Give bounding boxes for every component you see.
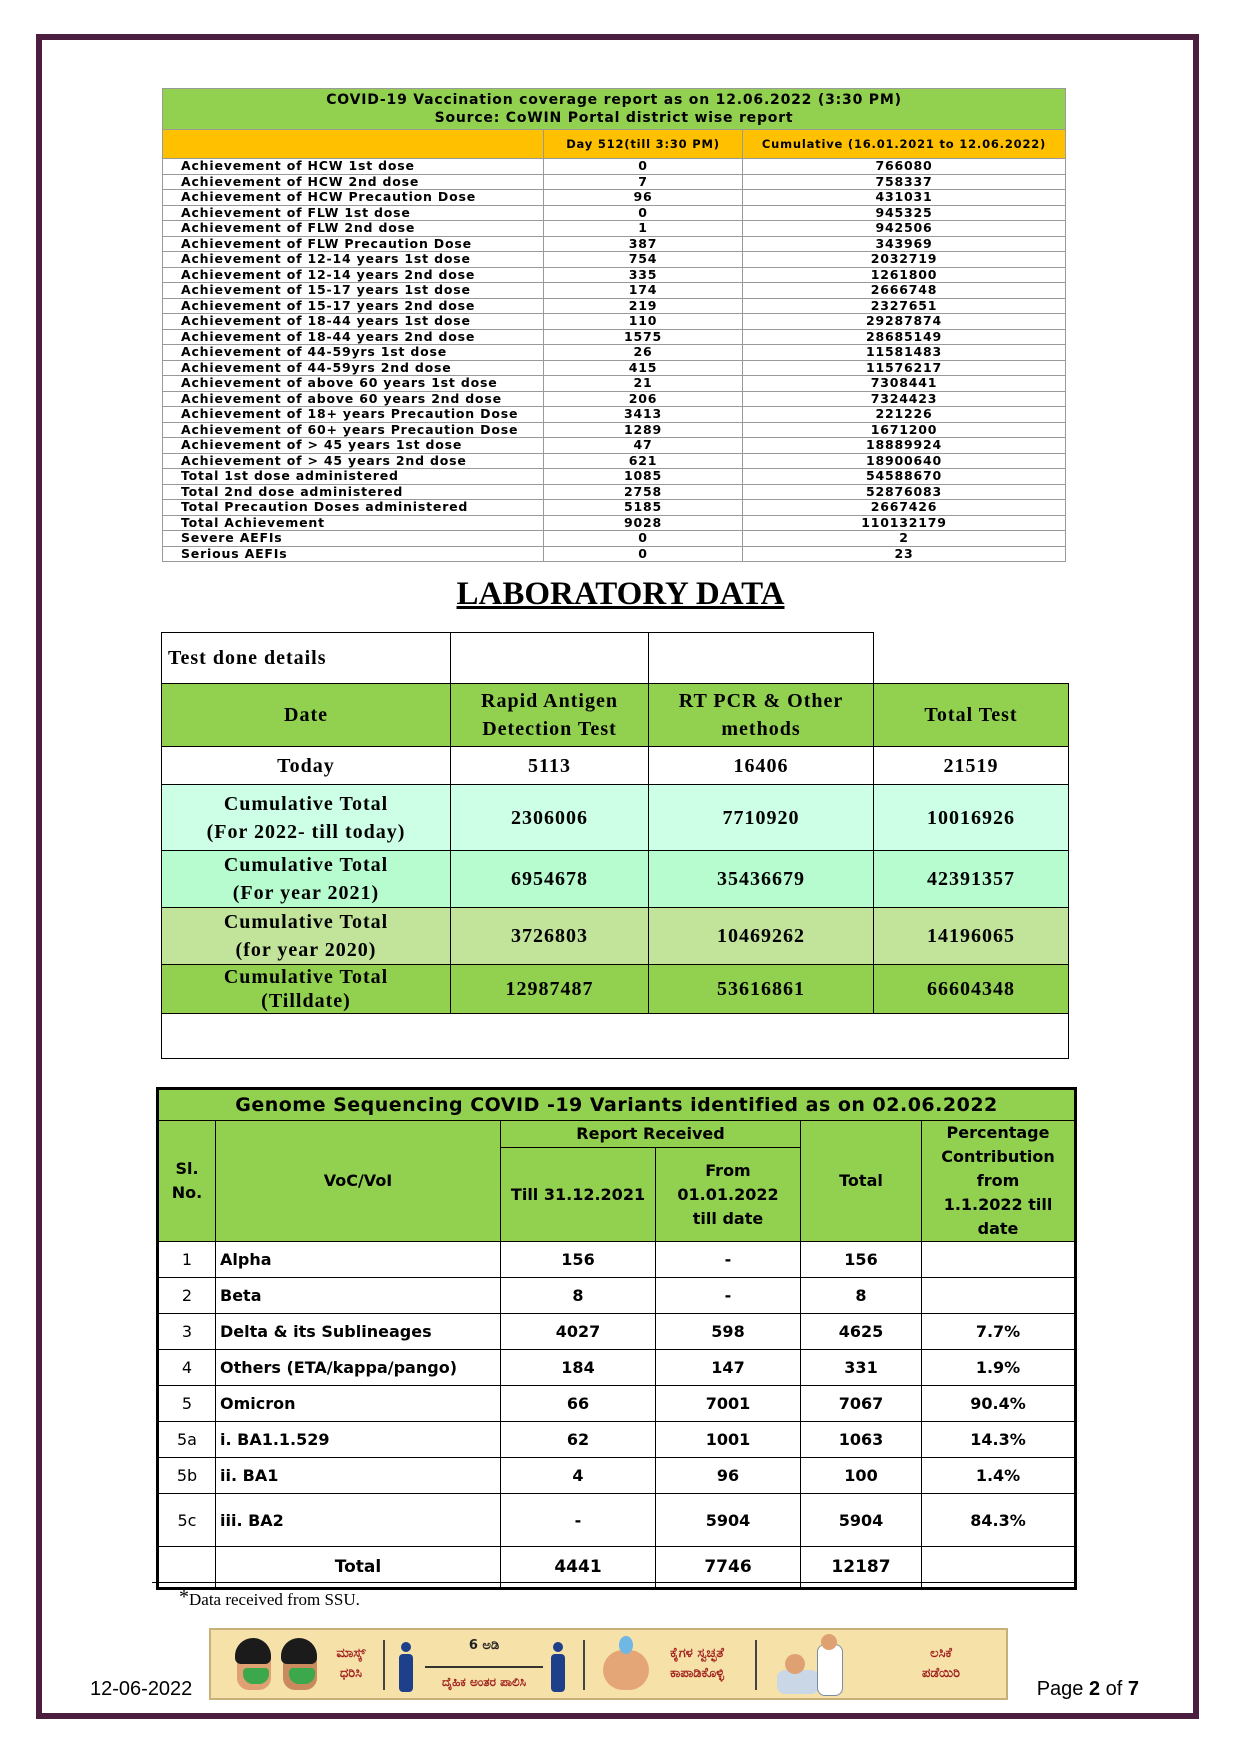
lab-col-rapid-line1: Rapid Antigen bbox=[481, 690, 618, 712]
water-drop-icon bbox=[619, 1636, 633, 1654]
genome-col-report-received: Report Received bbox=[501, 1121, 801, 1148]
laboratory-heading-text: LABORATORY DATA bbox=[456, 576, 785, 612]
genome-col-total: Total bbox=[801, 1121, 922, 1242]
vaccination-day-value: 621 bbox=[544, 453, 743, 469]
vaccination-row bbox=[163, 252, 1066, 268]
lab-rapid-value: 12987487 bbox=[451, 965, 649, 1014]
banner-distance-top: 6 ಅಡಿ bbox=[468, 1638, 500, 1653]
vaccination-cumulative-value: 766080 bbox=[743, 159, 1066, 175]
lab-row-label-line2: (for year 2020) bbox=[235, 939, 377, 961]
vaccination-day-value: 7 bbox=[544, 174, 743, 190]
data-source-note bbox=[179, 1586, 360, 1610]
vaccination-source-line: Source: CoWIN Portal district wise report bbox=[434, 110, 794, 126]
lab-empty-cell bbox=[874, 633, 1069, 684]
vaccination-row-label: Total Achievement bbox=[163, 515, 544, 531]
banner-separator bbox=[755, 1640, 757, 1690]
genome-row-percentage: 1.4% bbox=[922, 1458, 1076, 1494]
genome-total-total: 12187 bbox=[801, 1547, 922, 1589]
genome-row-total: 331 bbox=[801, 1350, 922, 1386]
genome-rows bbox=[158, 1242, 1076, 1547]
genome-row-till: 156 bbox=[501, 1242, 656, 1278]
vaccination-title bbox=[163, 89, 1066, 130]
genome-row-sl: 5b bbox=[158, 1458, 216, 1494]
vaccination-row bbox=[163, 190, 1066, 206]
vaccination-row bbox=[163, 221, 1066, 237]
lab-col-rtpcr bbox=[649, 684, 874, 747]
vaccination-cumulative-value: 29287874 bbox=[743, 314, 1066, 330]
lab-empty-row bbox=[162, 1014, 1069, 1059]
mask-icon bbox=[243, 1668, 269, 1684]
vaccination-row bbox=[163, 438, 1066, 454]
vaccination-row bbox=[163, 391, 1066, 407]
vaccination-row bbox=[163, 515, 1066, 531]
vaccination-cumulative-value: 758337 bbox=[743, 174, 1066, 190]
vaccination-row-label: Achievement of FLW 1st dose bbox=[163, 205, 544, 221]
lab-row-label-line2: (For 2022- till today) bbox=[206, 820, 406, 843]
lab-test-done-label: Test done details bbox=[162, 633, 451, 684]
vaccination-day-value: 0 bbox=[544, 531, 743, 547]
hair-icon bbox=[281, 1638, 317, 1664]
banner-separator bbox=[383, 1640, 385, 1690]
vaccination-row bbox=[163, 345, 1066, 361]
genome-row-percentage: 90.4% bbox=[922, 1386, 1076, 1422]
vaccination-row bbox=[163, 469, 1066, 485]
vaccination-row-label: Achievement of 12-14 years 2nd dose bbox=[163, 267, 544, 283]
genome-row-variant: Omicron bbox=[216, 1386, 501, 1422]
genome-col-percentage-line5: date bbox=[977, 1219, 1019, 1238]
vaccination-day-value: 0 bbox=[544, 205, 743, 221]
vaccination-day-value: 1085 bbox=[544, 469, 743, 485]
lab-total-value: 10016926 bbox=[874, 785, 1069, 851]
vaccination-header-row bbox=[163, 130, 1066, 159]
lab-row-label bbox=[162, 908, 451, 965]
lab-row-label bbox=[162, 965, 451, 1014]
genome-total-till: 4441 bbox=[501, 1547, 656, 1589]
mask-icon bbox=[289, 1668, 315, 1684]
lab-row-label bbox=[162, 851, 451, 908]
genome-row-sl: 5a bbox=[158, 1422, 216, 1458]
genome-row-from: - bbox=[656, 1278, 801, 1314]
genome-col-sl-line1: Sl. bbox=[175, 1159, 199, 1178]
genome-col-from-line1: From bbox=[705, 1160, 751, 1180]
vaccination-col-cumulative: Cumulative (16.01.2021 to 12.06.2022) bbox=[743, 130, 1066, 159]
genome-row-sl: 4 bbox=[158, 1350, 216, 1386]
vaccination-day-value: 96 bbox=[544, 190, 743, 206]
vaccination-day-value: 5185 bbox=[544, 500, 743, 516]
genome-row-sl: 1 bbox=[158, 1242, 216, 1278]
vaccination-row-label: Achievement of above 60 years 1st dose bbox=[163, 376, 544, 392]
vaccination-cumulative-value: 2666748 bbox=[743, 283, 1066, 299]
genome-row-percentage: 14.3% bbox=[922, 1422, 1076, 1458]
lab-col-total: Total Test bbox=[874, 684, 1069, 747]
banner-separator bbox=[583, 1640, 585, 1690]
lab-row-cumulative-2021 bbox=[162, 851, 1069, 908]
vaccination-row-label: Total Precaution Doses administered bbox=[163, 500, 544, 516]
genome-row-total: 1063 bbox=[801, 1422, 922, 1458]
lab-total-value: 14196065 bbox=[874, 908, 1069, 965]
footer-date: 12-06-2022 bbox=[90, 1678, 193, 1700]
genome-row-till: 62 bbox=[501, 1422, 656, 1458]
genome-row-total: 7067 bbox=[801, 1386, 922, 1422]
vaccination-day-value: 110 bbox=[544, 314, 743, 330]
lab-col-rapid-line2: Detection Test bbox=[482, 718, 617, 740]
genome-col-sl bbox=[158, 1121, 216, 1242]
lab-rapid-value: 6954678 bbox=[451, 851, 649, 908]
lab-row-label-line1: Cumulative Total bbox=[223, 911, 389, 933]
lab-rtpcr-value: 35436679 bbox=[649, 851, 874, 908]
vaccination-row-label: Achievement of FLW Precaution Dose bbox=[163, 236, 544, 252]
vaccination-day-value: 2758 bbox=[544, 484, 743, 500]
vaccination-row-label: Serious AEFIs bbox=[163, 546, 544, 562]
genome-row-variant: Others (ETA/kappa/pango) bbox=[216, 1350, 501, 1386]
vaccination-cumulative-value: 2 bbox=[743, 531, 1066, 547]
vaccination-row bbox=[163, 484, 1066, 500]
vaccination-cumulative-value: 52876083 bbox=[743, 484, 1066, 500]
genome-row bbox=[158, 1278, 1076, 1314]
vaccination-cumulative-value: 28685149 bbox=[743, 329, 1066, 345]
genome-row-sl: 5 bbox=[158, 1386, 216, 1422]
lab-row-label bbox=[162, 785, 451, 851]
vaccination-cumulative-value: 431031 bbox=[743, 190, 1066, 206]
vaccination-row bbox=[163, 298, 1066, 314]
vaccination-table bbox=[162, 88, 1066, 562]
vaccination-row-label: Achievement of HCW 1st dose bbox=[163, 159, 544, 175]
genome-row-till: 66 bbox=[501, 1386, 656, 1422]
banner-hands-text-line2: ಕಾಪಾಡಿಕೊಳ್ಳಿ bbox=[669, 1666, 725, 1681]
lab-empty-cell bbox=[162, 1014, 1069, 1059]
distance-arrow-icon bbox=[425, 1666, 543, 1668]
genome-row-from: 7001 bbox=[656, 1386, 801, 1422]
vaccination-header-blank bbox=[163, 130, 544, 159]
vaccination-rows bbox=[163, 159, 1066, 562]
lab-row-cumulative-2020 bbox=[162, 908, 1069, 965]
banner-vaccine-text-line2: ಪಡೆಯಿರಿ bbox=[922, 1666, 960, 1681]
genome-col-from-line3: till date bbox=[692, 1208, 764, 1228]
lab-row-label-line1: Cumulative Total bbox=[223, 966, 389, 988]
lab-row-cumulative-2022 bbox=[162, 785, 1069, 851]
genome-row-till: 184 bbox=[501, 1350, 656, 1386]
vaccination-row bbox=[163, 360, 1066, 376]
genome-row-total: 5904 bbox=[801, 1494, 922, 1547]
vaccination-row-label: Achievement of FLW 2nd dose bbox=[163, 221, 544, 237]
lab-total-value: 42391357 bbox=[874, 851, 1069, 908]
note-divider bbox=[152, 1582, 1077, 1583]
lab-rapid-value: 2306006 bbox=[451, 785, 649, 851]
lab-row-label-line2: (Tilldate) bbox=[261, 990, 351, 1012]
vaccination-day-value: 206 bbox=[544, 391, 743, 407]
vaccination-cumulative-value: 7324423 bbox=[743, 391, 1066, 407]
vaccination-day-value: 1575 bbox=[544, 329, 743, 345]
vaccination-title-line1: COVID-19 Vaccination coverage report as on 12.06.2022 (3:30 PM) bbox=[326, 92, 902, 108]
vaccination-row bbox=[163, 236, 1066, 252]
vaccination-row-label: Achievement of > 45 years 1st dose bbox=[163, 438, 544, 454]
person-icon bbox=[551, 1642, 565, 1692]
genome-row bbox=[158, 1314, 1076, 1350]
genome-col-percentage-line2: Contribution bbox=[941, 1147, 1055, 1166]
hair-icon bbox=[235, 1638, 271, 1664]
vaccination-cumulative-value: 18889924 bbox=[743, 438, 1066, 454]
lab-rtpcr-value: 16406 bbox=[649, 747, 874, 785]
banner-mask-text-line1: ಮಾಸ್ಕ್ bbox=[336, 1646, 366, 1661]
banner-mask-text bbox=[329, 1644, 373, 1684]
vaccination-illustration bbox=[767, 1630, 857, 1698]
genome-row bbox=[158, 1386, 1076, 1422]
genome-col-percentage bbox=[922, 1121, 1076, 1242]
genome-col-till: Till 31.12.2021 bbox=[501, 1148, 656, 1242]
genome-title-row bbox=[158, 1089, 1076, 1121]
lab-row-label-line2: (For year 2021) bbox=[232, 882, 380, 904]
vaccination-row-label: Severe AEFIs bbox=[163, 531, 544, 547]
genome-row bbox=[158, 1242, 1076, 1278]
vaccination-row bbox=[163, 314, 1066, 330]
vaccination-row-label: Achievement of 18-44 years 2nd dose bbox=[163, 329, 544, 345]
vaccination-row-label: Total 2nd dose administered bbox=[163, 484, 544, 500]
genome-row-till: - bbox=[501, 1494, 656, 1547]
vaccination-row bbox=[163, 531, 1066, 547]
genome-col-percentage-line3: from bbox=[976, 1171, 1020, 1190]
vaccination-cumulative-value: 7308441 bbox=[743, 376, 1066, 392]
vaccination-row-label: Achievement of > 45 years 2nd dose bbox=[163, 453, 544, 469]
vaccination-row-label: Achievement of 60+ years Precaution Dose bbox=[163, 422, 544, 438]
lab-header-row bbox=[162, 684, 1069, 747]
lab-test-done-row bbox=[162, 633, 1069, 684]
vaccination-row bbox=[163, 407, 1066, 423]
vaccination-day-value: 1 bbox=[544, 221, 743, 237]
lab-rtpcr-value: 7710920 bbox=[649, 785, 874, 851]
doctor-head-icon bbox=[821, 1634, 837, 1650]
vaccination-cumulative-value: 221226 bbox=[743, 407, 1066, 423]
vaccination-col-day: Day 512(till 3:30 PM) bbox=[544, 130, 743, 159]
lab-empty-cell bbox=[451, 633, 649, 684]
genome-col-percentage-line4: 1.1.2022 till bbox=[943, 1195, 1053, 1214]
vaccination-day-value: 335 bbox=[544, 267, 743, 283]
lab-row-label-line1: Cumulative Total bbox=[223, 792, 389, 815]
lab-total-value: 21519 bbox=[874, 747, 1069, 785]
lab-rapid-value: 3726803 bbox=[451, 908, 649, 965]
vaccination-cumulative-value: 2032719 bbox=[743, 252, 1066, 268]
page-label: Page bbox=[1036, 1678, 1089, 1700]
lab-row-cumulative-tilldate bbox=[162, 965, 1069, 1014]
genome-col-percentage-line1: Percentage bbox=[946, 1123, 1050, 1142]
vaccination-row bbox=[163, 422, 1066, 438]
genome-row bbox=[158, 1458, 1076, 1494]
vaccination-row bbox=[163, 267, 1066, 283]
vaccination-day-value: 387 bbox=[544, 236, 743, 252]
genome-row-total: 100 bbox=[801, 1458, 922, 1494]
vaccination-row bbox=[163, 376, 1066, 392]
genome-row bbox=[158, 1422, 1076, 1458]
genome-row-sl: 5c bbox=[158, 1494, 216, 1547]
vaccination-row bbox=[163, 205, 1066, 221]
vaccination-day-value: 1289 bbox=[544, 422, 743, 438]
vaccination-cumulative-value: 1261800 bbox=[743, 267, 1066, 283]
vaccination-day-value: 219 bbox=[544, 298, 743, 314]
vaccination-row-label: Achievement of HCW 2nd dose bbox=[163, 174, 544, 190]
genome-row-sl: 2 bbox=[158, 1278, 216, 1314]
genome-row bbox=[158, 1494, 1076, 1547]
vaccination-row bbox=[163, 283, 1066, 299]
vaccination-cumulative-value: 1671200 bbox=[743, 422, 1066, 438]
vaccination-row-label: Achievement of 12-14 years 1st dose bbox=[163, 252, 544, 268]
vaccination-day-value: 0 bbox=[544, 546, 743, 562]
lab-rtpcr-value: 53616861 bbox=[649, 965, 874, 1014]
note-asterisk: * bbox=[179, 1586, 189, 1608]
vaccination-day-value: 21 bbox=[544, 376, 743, 392]
genome-row-percentage: 84.3% bbox=[922, 1494, 1076, 1547]
genome-row-variant: Beta bbox=[216, 1278, 501, 1314]
vaccination-row bbox=[163, 159, 1066, 175]
lab-empty-cell bbox=[649, 633, 874, 684]
genome-row-variant: iii. BA2 bbox=[216, 1494, 501, 1547]
vaccination-row-label: Achievement of HCW Precaution Dose bbox=[163, 190, 544, 206]
banner-vaccine-text bbox=[911, 1644, 971, 1684]
vaccination-cumulative-value: 11576217 bbox=[743, 360, 1066, 376]
vaccination-cumulative-value: 942506 bbox=[743, 221, 1066, 237]
note-text: Data received from SSU. bbox=[189, 1590, 360, 1609]
vaccination-day-value: 3413 bbox=[544, 407, 743, 423]
genome-row-percentage bbox=[922, 1242, 1076, 1278]
page-total: 7 bbox=[1127, 1678, 1139, 1700]
vaccination-row bbox=[163, 453, 1066, 469]
genome-title: Genome Sequencing COVID -19 Variants identified as on 02.06.2022 bbox=[158, 1089, 1076, 1121]
banner-hands-text-line1: ಕೈಗಳ ಸ್ವಚ್ಛತೆ bbox=[670, 1646, 724, 1661]
genome-row-till: 4 bbox=[501, 1458, 656, 1494]
genome-row-from: 147 bbox=[656, 1350, 801, 1386]
lab-total-value: 66604348 bbox=[874, 965, 1069, 1014]
vaccination-day-value: 0 bbox=[544, 159, 743, 175]
patient-head-icon bbox=[785, 1654, 805, 1674]
lab-col-rtpcr-line1: RT PCR & Other bbox=[678, 690, 844, 712]
vaccination-day-value: 9028 bbox=[544, 515, 743, 531]
vaccination-day-value: 26 bbox=[544, 345, 743, 361]
vaccination-row-label: Total 1st dose administered bbox=[163, 469, 544, 485]
genome-col-sl-line2: No. bbox=[171, 1183, 203, 1202]
vaccination-cumulative-value: 945325 bbox=[743, 205, 1066, 221]
genome-row-percentage: 1.9% bbox=[922, 1350, 1076, 1386]
lab-row-today bbox=[162, 747, 1069, 785]
patient-icon bbox=[777, 1670, 819, 1694]
genome-row bbox=[158, 1350, 1076, 1386]
lab-col-rtpcr-line2: methods bbox=[721, 718, 801, 740]
genome-row-from: 5904 bbox=[656, 1494, 801, 1547]
vaccination-day-value: 174 bbox=[544, 283, 743, 299]
vaccination-cumulative-value: 2327651 bbox=[743, 298, 1066, 314]
vaccination-row-label: Achievement of 18+ years Precaution Dose bbox=[163, 407, 544, 423]
genome-col-from-line2: 01.01.2022 bbox=[677, 1184, 779, 1204]
genome-row-till: 8 bbox=[501, 1278, 656, 1314]
genome-row-total: 4625 bbox=[801, 1314, 922, 1350]
lab-col-rapid bbox=[451, 684, 649, 747]
genome-row-variant: ii. BA1 bbox=[216, 1458, 501, 1494]
vaccination-cumulative-value: 18900640 bbox=[743, 453, 1066, 469]
vaccination-row bbox=[163, 329, 1066, 345]
page-of: of bbox=[1100, 1678, 1128, 1700]
laboratory-table bbox=[161, 632, 1069, 1059]
genome-row-from: 96 bbox=[656, 1458, 801, 1494]
laboratory-heading bbox=[0, 576, 1241, 613]
genome-row-percentage bbox=[922, 1278, 1076, 1314]
banner-mask-text-line2: ಧರಿಸಿ bbox=[339, 1666, 363, 1681]
genome-total-from: 7746 bbox=[656, 1547, 801, 1589]
genome-col-voc: VoC/VoI bbox=[216, 1121, 501, 1242]
banner-distance-bottom: ದೈಹಿಕ ಅಂತರ ಪಾಲಿಸಿ bbox=[441, 1675, 527, 1689]
genome-row-total: 8 bbox=[801, 1278, 922, 1314]
vaccination-cumulative-value: 343969 bbox=[743, 236, 1066, 252]
genome-row-percentage: 7.7% bbox=[922, 1314, 1076, 1350]
vaccination-row-label: Achievement of above 60 years 2nd dose bbox=[163, 391, 544, 407]
lab-row-label: Today bbox=[162, 747, 451, 785]
genome-row-variant: Delta & its Sublineages bbox=[216, 1314, 501, 1350]
vaccination-row bbox=[163, 546, 1066, 562]
banner-vaccine-text-line1: ಲಸಿಕೆ bbox=[930, 1646, 952, 1661]
vaccination-cumulative-value: 23 bbox=[743, 546, 1066, 562]
genome-row-total: 156 bbox=[801, 1242, 922, 1278]
vaccination-cumulative-value: 110132179 bbox=[743, 515, 1066, 531]
lab-col-date: Date bbox=[162, 684, 451, 747]
vaccination-row bbox=[163, 174, 1066, 190]
vaccination-row-label: Achievement of 15-17 years 1st dose bbox=[163, 283, 544, 299]
vaccination-day-value: 47 bbox=[544, 438, 743, 454]
genome-col-from bbox=[656, 1148, 801, 1242]
vaccination-row-label: Achievement of 15-17 years 2nd dose bbox=[163, 298, 544, 314]
genome-total-label: Total bbox=[216, 1547, 501, 1589]
vaccination-day-value: 415 bbox=[544, 360, 743, 376]
covid-appropriate-behaviour-banner bbox=[209, 1628, 1008, 1700]
genome-header-row bbox=[158, 1121, 1076, 1148]
genome-row-sl: 3 bbox=[158, 1314, 216, 1350]
vaccination-row-label: Achievement of 44-59yrs 1st dose bbox=[163, 345, 544, 361]
vaccination-row-label: Achievement of 18-44 years 1st dose bbox=[163, 314, 544, 330]
footer-page-number bbox=[1037, 1678, 1139, 1701]
genome-row-from: 598 bbox=[656, 1314, 801, 1350]
vaccination-cumulative-value: 2667426 bbox=[743, 500, 1066, 516]
washing-hands-icon bbox=[603, 1650, 649, 1690]
genome-row-from: 1001 bbox=[656, 1422, 801, 1458]
genome-row-variant: Alpha bbox=[216, 1242, 501, 1278]
lab-row-label-line1: Cumulative Total bbox=[223, 854, 389, 876]
genome-table bbox=[156, 1087, 1077, 1590]
genome-row-from: - bbox=[656, 1242, 801, 1278]
vaccination-row bbox=[163, 500, 1066, 516]
vaccination-day-value: 754 bbox=[544, 252, 743, 268]
page-current: 2 bbox=[1088, 1678, 1101, 1700]
banner-hands-text bbox=[651, 1644, 743, 1684]
lab-rapid-value: 5113 bbox=[451, 747, 649, 785]
vaccination-row-label: Achievement of 44-59yrs 2nd dose bbox=[163, 360, 544, 376]
doctor-icon bbox=[817, 1644, 843, 1696]
genome-row-variant: i. BA1.1.529 bbox=[216, 1422, 501, 1458]
genome-row-till: 4027 bbox=[501, 1314, 656, 1350]
lab-rtpcr-value: 10469262 bbox=[649, 908, 874, 965]
vaccination-cumulative-value: 54588670 bbox=[743, 469, 1066, 485]
vaccination-cumulative-value: 11581483 bbox=[743, 345, 1066, 361]
